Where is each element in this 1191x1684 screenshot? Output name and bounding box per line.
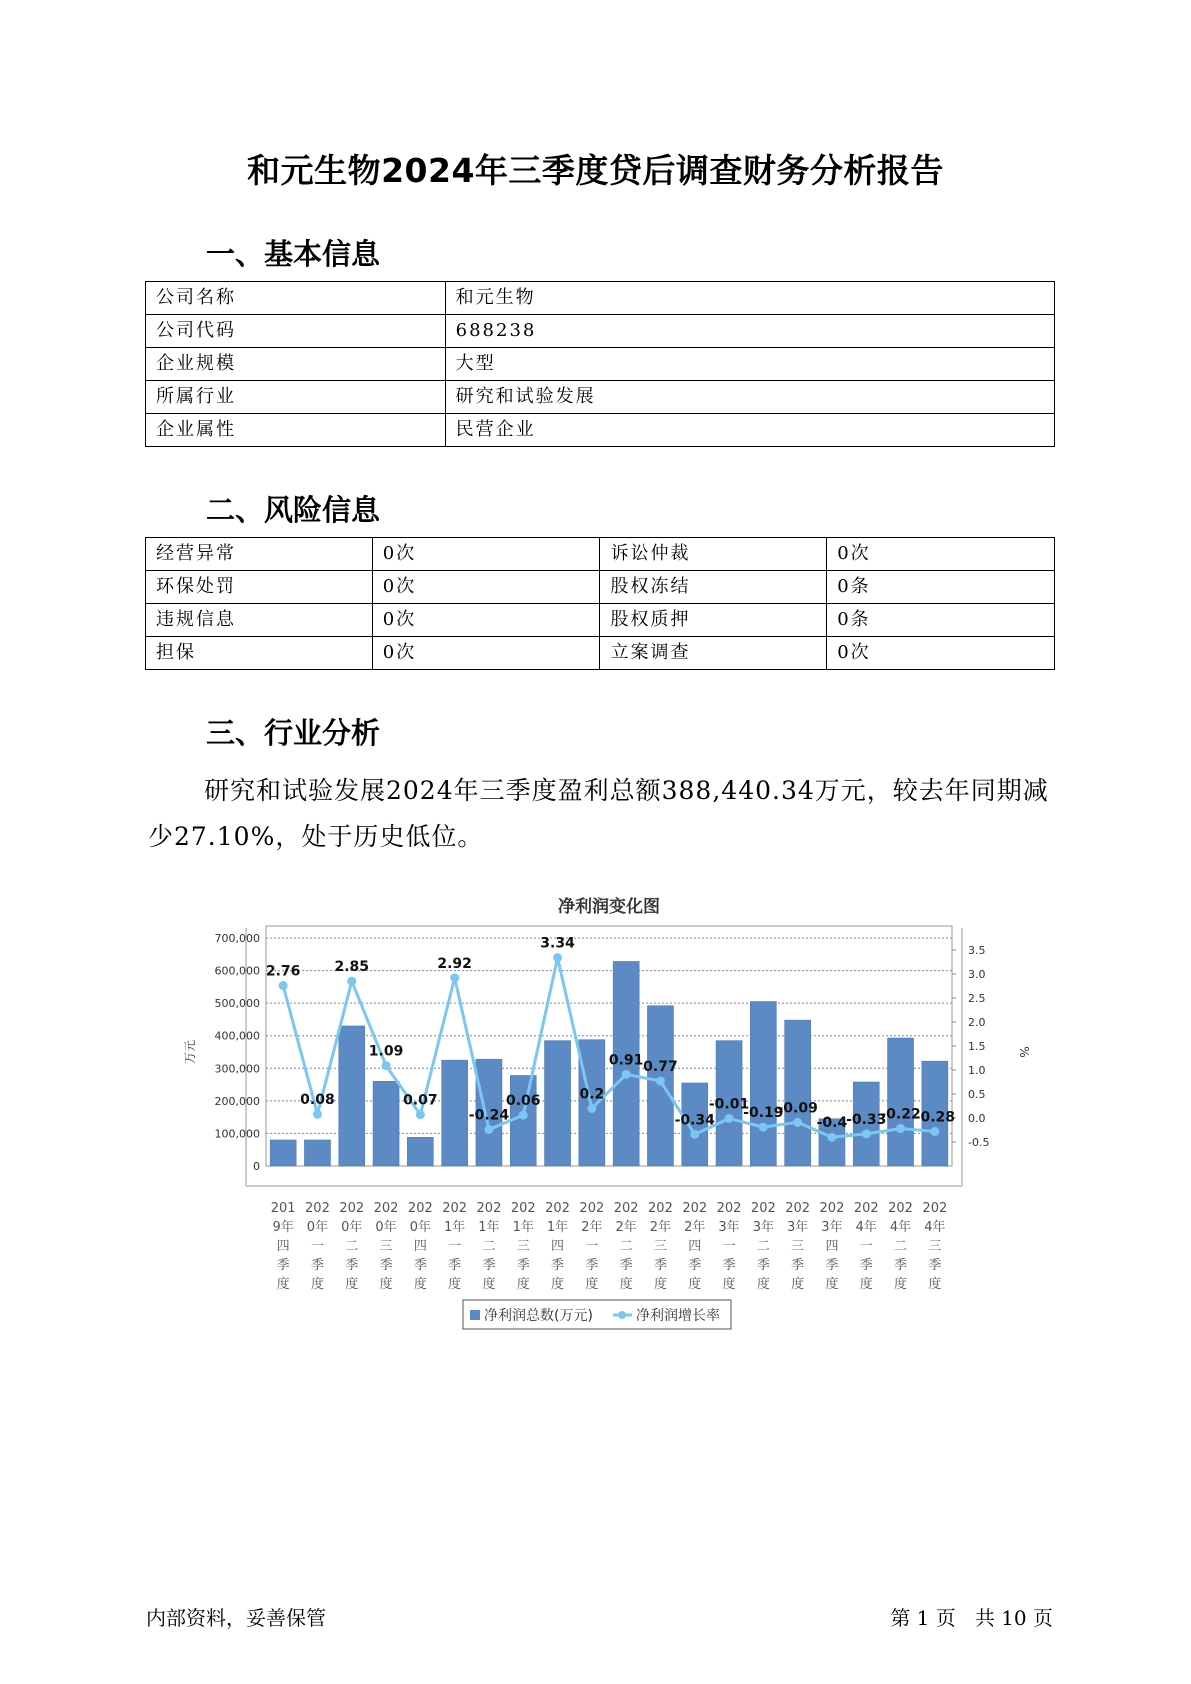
x-tick-label: 3年 xyxy=(718,1220,740,1235)
bar xyxy=(373,1081,399,1166)
x-tick-label: 三 xyxy=(653,1239,667,1254)
x-tick-label: 4年 xyxy=(855,1220,877,1235)
section-heading-risk: 二、风险信息 xyxy=(206,493,381,527)
y2-tick-label: 2.0 xyxy=(968,1016,986,1029)
growth-point xyxy=(587,1104,596,1113)
growth-point xyxy=(553,953,562,962)
growth-data-label: -0.24 xyxy=(468,1107,510,1124)
x-tick-label: 202 xyxy=(888,1201,913,1216)
y2-tick-label: 1.5 xyxy=(968,1040,986,1053)
x-tick-label: 一 xyxy=(859,1239,873,1254)
field-value: 和元生物 xyxy=(445,282,1054,315)
x-tick-label: 度 xyxy=(791,1277,805,1292)
bar xyxy=(888,1038,914,1166)
risk-label: 违规信息 xyxy=(146,604,373,637)
x-tick-label: 一 xyxy=(310,1239,324,1254)
x-tick-label: 4年 xyxy=(889,1220,912,1235)
x-tick-label: 度 xyxy=(619,1277,633,1292)
growth-point xyxy=(896,1124,905,1133)
x-tick-label: 季 xyxy=(894,1258,908,1273)
x-tick-label: 二 xyxy=(345,1239,359,1254)
x-tick-label: 季 xyxy=(585,1258,599,1273)
growth-data-label: -0.22 xyxy=(880,1106,921,1123)
x-tick-label: 度 xyxy=(894,1277,908,1292)
y2-tick-label: -0.5 xyxy=(968,1136,990,1149)
x-tick-label: 0年 xyxy=(409,1220,431,1235)
x-tick-label: 202 xyxy=(579,1201,605,1216)
growth-point xyxy=(279,981,288,990)
footer-page-number: 第 1 页 共 10 页 xyxy=(890,1606,1053,1630)
y2-axis-label: % xyxy=(1017,1046,1031,1058)
x-tick-label: 202 xyxy=(339,1201,365,1216)
x-tick-label: 度 xyxy=(345,1277,359,1292)
x-tick-label: 季 xyxy=(791,1258,805,1273)
growth-data-label: 3.34 xyxy=(540,935,575,952)
risk-label: 担保 xyxy=(146,637,373,670)
section-heading-industry: 三、行业分析 xyxy=(206,716,381,750)
x-tick-label: 1年 xyxy=(444,1220,466,1235)
growth-data-label: 0.77 xyxy=(643,1059,678,1076)
x-tick-label: 一 xyxy=(585,1239,599,1254)
x-tick-label: 季 xyxy=(653,1258,667,1273)
x-tick-label: 202 xyxy=(476,1201,502,1216)
x-tick-label: 202 xyxy=(682,1201,708,1216)
x-tick-label: 季 xyxy=(928,1258,942,1273)
x-tick-label: 季 xyxy=(756,1258,770,1273)
y2-tick-label: 3.0 xyxy=(968,968,986,981)
x-tick-label: 季 xyxy=(379,1258,393,1273)
x-tick-label: 季 xyxy=(825,1258,839,1273)
x-tick-label: 季 xyxy=(310,1258,324,1273)
x-tick-label: 度 xyxy=(825,1277,839,1292)
x-tick-label: 度 xyxy=(413,1277,427,1292)
bar xyxy=(270,1140,296,1166)
x-tick-label: 度 xyxy=(482,1277,496,1292)
x-tick-label: 202 xyxy=(545,1201,570,1216)
growth-data-label: 2.85 xyxy=(334,959,370,976)
x-tick-label: 季 xyxy=(722,1258,736,1273)
page-title: 和元生物2024年三季度贷后调查财务分析报告 xyxy=(247,151,944,190)
x-tick-label: 2年 xyxy=(615,1220,637,1235)
field-label: 企业属性 xyxy=(146,414,446,447)
field-label: 公司代码 xyxy=(146,315,446,348)
growth-point xyxy=(725,1114,734,1123)
x-tick-label: 202 xyxy=(407,1201,433,1216)
risk-value: 0次 xyxy=(827,538,1055,571)
x-tick-label: 三 xyxy=(516,1239,530,1254)
risk-value: 0次 xyxy=(827,637,1055,670)
x-tick-label: 度 xyxy=(756,1277,770,1292)
x-tick-label: 2年 xyxy=(581,1220,603,1235)
field-value: 民营企业 xyxy=(445,414,1054,447)
x-tick-label: 201 xyxy=(270,1201,296,1216)
bar xyxy=(442,1060,468,1166)
x-tick-label: 度 xyxy=(551,1277,565,1292)
field-label: 公司名称 xyxy=(146,282,446,315)
risk-label: 环保处罚 xyxy=(146,571,373,604)
x-tick-label: 度 xyxy=(928,1277,942,1292)
x-tick-label: 度 xyxy=(379,1277,393,1292)
x-tick-label: 二 xyxy=(482,1239,496,1254)
y-tick-label: 500,000 xyxy=(214,997,260,1011)
y-tick-label: 700,000 xyxy=(214,932,260,945)
risk-label: 经营异常 xyxy=(146,538,373,571)
y2-tick-label: 3.5 xyxy=(968,944,986,957)
x-tick-label: 202 xyxy=(716,1201,742,1216)
basic-info-table xyxy=(145,281,1055,447)
section-heading-basic: 一、基本信息 xyxy=(206,237,381,271)
x-tick-label: 4年 xyxy=(924,1220,946,1235)
growth-data-label: -0.01 xyxy=(708,1096,750,1113)
bar xyxy=(545,1041,571,1166)
legend-line-label: 净利润增长率 xyxy=(636,1308,720,1324)
table-row xyxy=(146,282,1055,315)
y2-tick-label: 0.0 xyxy=(968,1112,986,1125)
growth-data-label: -0.09 xyxy=(777,1100,818,1117)
growth-data-label: -0.19 xyxy=(743,1105,784,1122)
y2-tick-label: 2.5 xyxy=(968,992,986,1005)
y-tick-label: 600,000 xyxy=(214,964,260,978)
y-tick-label: 300,000 xyxy=(214,1062,260,1076)
x-tick-label: 三 xyxy=(928,1239,942,1254)
y2-tick-label: 0.5 xyxy=(968,1088,986,1101)
x-tick-label: 1年 xyxy=(546,1220,569,1235)
bar xyxy=(785,1020,811,1166)
x-tick-label: 度 xyxy=(688,1277,702,1292)
table-row xyxy=(146,637,1055,670)
growth-point xyxy=(484,1125,493,1134)
growth-point xyxy=(416,1110,425,1119)
y-tick-label: 100,000 xyxy=(214,1127,260,1141)
x-tick-label: 季 xyxy=(276,1258,290,1273)
x-tick-label: 0年 xyxy=(375,1220,397,1235)
x-tick-label: 1年 xyxy=(478,1220,500,1235)
growth-data-label: 0.06 xyxy=(505,1093,541,1110)
growth-point xyxy=(519,1111,528,1120)
x-tick-label: 四 xyxy=(688,1239,702,1254)
x-tick-label: 9年 xyxy=(272,1220,294,1235)
x-tick-label: 一 xyxy=(448,1239,462,1254)
field-value: 688238 xyxy=(445,315,1054,348)
bar xyxy=(750,1002,776,1166)
x-tick-label: 季 xyxy=(619,1258,633,1273)
x-tick-label: 202 xyxy=(373,1201,399,1216)
risk-label: 股权质押 xyxy=(600,604,827,637)
chart-title: 净利润变化图 xyxy=(558,897,660,917)
y2-tick-label: 1.0 xyxy=(968,1064,986,1077)
growth-point xyxy=(690,1130,699,1139)
bar xyxy=(647,1006,673,1166)
x-tick-label: 3年 xyxy=(787,1220,809,1235)
table-row xyxy=(146,414,1055,447)
y-tick-label: 0 xyxy=(253,1160,260,1173)
table-row xyxy=(146,315,1055,348)
x-tick-label: 二 xyxy=(619,1239,633,1254)
x-tick-label: 2年 xyxy=(649,1220,672,1235)
growth-point xyxy=(656,1077,665,1086)
y-axis-label: 万元 xyxy=(183,1039,197,1065)
x-tick-label: 季 xyxy=(516,1258,530,1273)
bar xyxy=(510,1075,536,1166)
growth-point xyxy=(862,1129,871,1138)
growth-data-label: -0.34 xyxy=(674,1112,715,1129)
x-tick-label: 202 xyxy=(922,1201,948,1216)
table-row xyxy=(146,538,1055,571)
x-tick-label: 度 xyxy=(448,1277,462,1292)
x-tick-label: 季 xyxy=(688,1258,702,1273)
growth-point xyxy=(827,1133,836,1142)
x-tick-label: 202 xyxy=(819,1201,845,1216)
x-tick-label: 二 xyxy=(894,1239,908,1254)
x-tick-label: 度 xyxy=(516,1277,530,1292)
growth-point xyxy=(793,1118,802,1127)
x-tick-label: 二 xyxy=(756,1239,770,1254)
x-tick-label: 202 xyxy=(305,1201,330,1216)
growth-data-label: 1.09 xyxy=(368,1043,404,1060)
x-tick-label: 度 xyxy=(585,1277,599,1292)
x-tick-label: 一 xyxy=(722,1239,736,1254)
industry-paragraph: 研究和试验发展2024年三季度盈利总额388,440.34万元，较去年同期减少27.10%，处于历史低位。 xyxy=(148,776,1049,851)
x-tick-label: 202 xyxy=(613,1201,639,1216)
field-label: 企业规模 xyxy=(146,348,446,381)
table-row xyxy=(146,348,1055,381)
growth-data-label: -0.4 xyxy=(816,1115,848,1132)
x-tick-label: 季 xyxy=(551,1258,565,1273)
risk-info-table xyxy=(145,537,1055,670)
legend-bar-swatch xyxy=(470,1310,480,1320)
x-tick-label: 202 xyxy=(853,1201,879,1216)
growth-data-label: -0.28 xyxy=(914,1109,956,1126)
x-tick-label: 202 xyxy=(648,1201,673,1216)
x-tick-label: 3年 xyxy=(821,1220,843,1235)
risk-value: 0次 xyxy=(372,637,600,670)
x-tick-label: 季 xyxy=(413,1258,427,1273)
x-tick-label: 季 xyxy=(859,1258,873,1273)
x-tick-label: 季 xyxy=(448,1258,462,1273)
risk-value: 0次 xyxy=(372,538,600,571)
growth-data-label: 0.91 xyxy=(608,1052,644,1069)
risk-value: 0次 xyxy=(372,604,600,637)
x-tick-label: 三 xyxy=(791,1239,805,1254)
growth-data-label: 0.07 xyxy=(403,1092,438,1109)
growth-data-label: 2.92 xyxy=(437,955,472,972)
x-tick-label: 3年 xyxy=(752,1220,774,1235)
field-value: 研究和试验发展 xyxy=(445,381,1054,414)
table-row xyxy=(146,571,1055,604)
footer-confidential: 内部资料，妥善保管 xyxy=(146,1606,326,1630)
growth-data-label: 2.76 xyxy=(265,963,301,980)
x-tick-label: 三 xyxy=(379,1239,393,1254)
table-row xyxy=(146,381,1055,414)
x-tick-label: 度 xyxy=(276,1277,290,1292)
y-tick-label: 400,000 xyxy=(214,1029,260,1043)
x-tick-label: 度 xyxy=(653,1277,667,1292)
x-tick-label: 202 xyxy=(785,1201,811,1216)
x-tick-label: 202 xyxy=(510,1201,536,1216)
x-tick-label: 度 xyxy=(310,1277,324,1292)
x-tick-label: 0年 xyxy=(341,1220,363,1235)
growth-data-label: -0.33 xyxy=(846,1111,887,1128)
x-tick-label: 度 xyxy=(859,1277,873,1292)
y-tick-label: 200,000 xyxy=(214,1094,260,1108)
risk-value: 0次 xyxy=(372,571,600,604)
growth-point xyxy=(622,1070,631,1079)
x-tick-label: 202 xyxy=(750,1201,776,1216)
legend-bar-label: 净利润总数(万元) xyxy=(484,1308,593,1324)
table-row xyxy=(146,604,1055,637)
risk-label: 立案调查 xyxy=(600,637,827,670)
risk-label: 股权冻结 xyxy=(600,571,827,604)
x-tick-label: 1年 xyxy=(512,1220,534,1235)
legend-line-marker xyxy=(618,1311,626,1319)
growth-point xyxy=(450,973,459,982)
x-tick-label: 四 xyxy=(551,1239,565,1254)
field-value: 大型 xyxy=(445,348,1054,381)
growth-data-label: 0.08 xyxy=(300,1092,335,1109)
growth-point xyxy=(930,1127,939,1136)
x-tick-label: 度 xyxy=(722,1277,736,1292)
x-tick-label: 四 xyxy=(825,1239,839,1254)
risk-label: 诉讼仲裁 xyxy=(600,538,827,571)
bar xyxy=(339,1026,365,1166)
bar xyxy=(407,1137,433,1166)
net-profit-chart xyxy=(180,888,1040,1348)
growth-point xyxy=(382,1061,391,1070)
x-tick-label: 季 xyxy=(345,1258,359,1273)
x-tick-label: 202 xyxy=(442,1201,468,1216)
growth-point xyxy=(759,1123,768,1132)
risk-value: 0条 xyxy=(827,571,1055,604)
x-tick-label: 四 xyxy=(413,1239,427,1254)
growth-data-label: 0.2 xyxy=(579,1086,605,1103)
field-label: 所属行业 xyxy=(146,381,446,414)
risk-value: 0条 xyxy=(827,604,1055,637)
x-tick-label: 四 xyxy=(276,1239,290,1254)
x-tick-label: 0年 xyxy=(306,1220,329,1235)
bar xyxy=(304,1140,330,1166)
x-tick-label: 2年 xyxy=(684,1220,706,1235)
growth-point xyxy=(347,977,356,986)
growth-point xyxy=(313,1110,322,1119)
x-tick-label: 季 xyxy=(482,1258,496,1273)
